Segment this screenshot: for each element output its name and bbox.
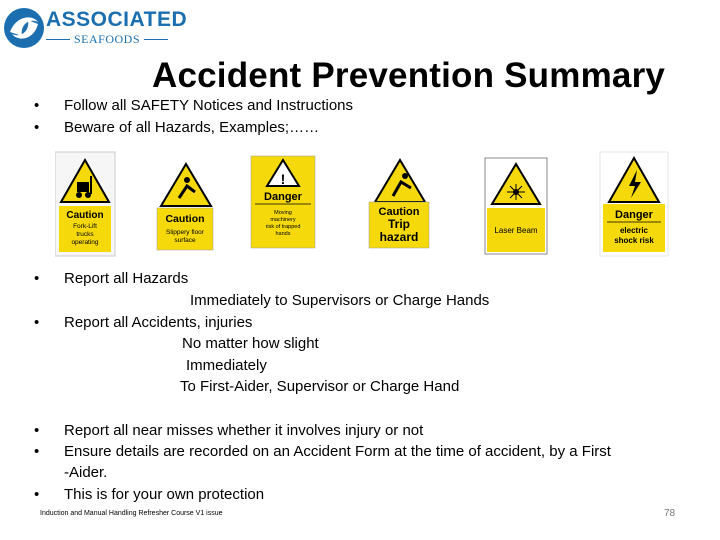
bullet-report-accidents: Report all Accidents, injuries [64, 314, 253, 331]
sign-laser-beam [485, 158, 547, 254]
sign-1-line-3: operating [71, 239, 99, 246]
bullet-safety-notices: Follow all SAFETY Notices and Instructions [64, 97, 354, 114]
logo-divider-right [144, 39, 168, 40]
report-accidents-to-first-aider: To First-Aider, Supervisor or Charge Hand [180, 378, 460, 395]
sign-forklift [55, 152, 115, 256]
sign-3-line-2: machinery [270, 217, 296, 223]
sign-3-line-1: Moving [274, 210, 292, 216]
sign-3-line-3: risk of trapped [265, 224, 301, 230]
sign-4-line-1: Trip [387, 217, 411, 231]
logo-name: ASSOCIATED [46, 8, 188, 31]
logo-sub: SEAFOODS [74, 32, 141, 46]
page-title: Accident Prevention Summary [152, 56, 666, 95]
sign-4-line-2: hazard [379, 230, 419, 244]
sign-2-line-2: surface [174, 237, 196, 244]
svg-text:!: ! [280, 171, 286, 187]
sign-1-header: Caution [66, 210, 104, 221]
sign-1-line-1: Fork-Lift [73, 223, 97, 230]
sign-trip-hazard [369, 160, 429, 248]
sign-2-header: Caution [165, 213, 205, 225]
bullet-icon: • [34, 97, 40, 114]
footer-course-title: Induction and Manual Handling Refresher Course V1 issue [40, 510, 223, 517]
report-accidents-immediately: Immediately [186, 357, 267, 374]
sign-1-line-2: trucks [76, 231, 94, 238]
sign-5-line-1: Laser Beam [494, 226, 538, 235]
sign-6-line-2: shock risk [614, 236, 654, 245]
sign-electric-shock [600, 152, 668, 256]
bullet-beware-hazards: Beware of all Hazards, Examples;…… [64, 119, 320, 136]
company-logo [2, 2, 188, 54]
sign-slippery-floor [157, 164, 213, 250]
bullet-icon: • [34, 422, 40, 439]
bullet-own-protection: This is for your own protection [64, 486, 265, 503]
bullet-accident-form: Ensure details are recorded on an Accident Form at the time of accident, by a First [64, 443, 611, 460]
report-hazards-continuation: Immediately to Supervisors or Charge Hands [190, 292, 490, 309]
bullet-icon: • [34, 443, 40, 460]
bullet-report-hazards: Report all Hazards [64, 270, 189, 287]
bullet-icon: • [34, 270, 40, 287]
sign-6-line-1: electric [619, 226, 649, 235]
report-accidents-no-matter: No matter how slight [182, 335, 319, 352]
sign-moving-machinery [251, 156, 315, 248]
logo-divider-left [46, 39, 70, 40]
sign-3-line-4: hands [275, 231, 291, 237]
sign-4-header: Caution [378, 206, 420, 218]
accident-form-continuation: -Aider. [64, 464, 108, 481]
bullet-icon: • [34, 486, 40, 503]
sign-6-header: Danger [615, 209, 653, 221]
bullet-near-misses: Report all near misses whether it involves injury or not [64, 422, 424, 439]
sign-3-header: Danger [264, 191, 302, 203]
bullet-icon: • [34, 119, 40, 136]
bullet-icon: • [34, 314, 40, 331]
hazard-signs-strip [55, 150, 670, 260]
page-number: 78 [664, 508, 676, 519]
sign-2-line-1: Slippery floor [166, 229, 204, 236]
